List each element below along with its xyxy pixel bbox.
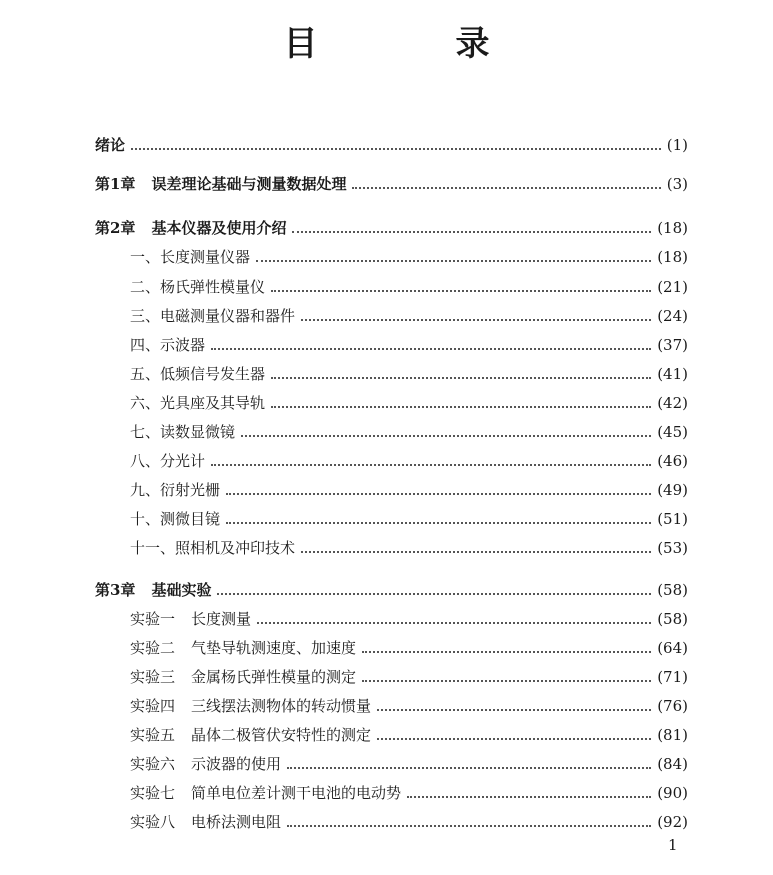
toc-entry [130,811,688,833]
entry-title: 一、长度测量仪器 [130,248,251,266]
toc-entry [130,695,688,717]
entry-title: 简单电位差计测干电池的电动势 [191,784,402,802]
toc-entry [130,276,688,298]
dot-leader [377,738,651,740]
entry-page: (84) [657,755,688,773]
entry-page: (51) [657,510,688,528]
toc-title: 目 录 [283,24,542,64]
dot-leader [407,796,651,798]
dot-leader [226,522,651,524]
dot-leader [211,464,651,466]
toc-entry [130,637,688,659]
entry-page: (46) [657,452,688,470]
experiment-number: 实验三 [130,668,176,686]
entry-page: (71) [657,668,688,686]
toc-entry [130,421,688,443]
toc-entry [130,724,688,746]
toc-entry [130,537,688,559]
entry-page: (3) [666,175,688,193]
experiment-number: 实验二 [130,639,176,657]
dot-leader [292,231,651,233]
dot-leader [131,148,661,150]
entry-page: (58) [657,581,688,599]
toc-entry [130,305,688,327]
entry-title: 金属杨氏弹性模量的测定 [191,668,357,686]
dot-leader [271,406,651,408]
entry-page: (49) [657,481,688,499]
dot-leader [241,435,651,437]
dot-leader [377,709,651,711]
entry-title: 八、分光计 [130,452,206,470]
entry-page: (18) [657,248,688,266]
entry-title: 误差理论基础与测量数据处理 [151,175,347,193]
entry-title: 五、低频信号发生器 [130,365,266,383]
toc-entry [130,246,688,268]
dot-leader [287,825,651,827]
toc-entry [130,666,688,688]
entry-page: (21) [657,278,688,296]
dot-leader [256,260,651,262]
experiment-number: 实验八 [130,813,176,831]
toc-entry [130,508,688,530]
dot-leader [362,651,651,653]
experiment-number: 实验五 [130,726,176,744]
chapter-number: 第3章 [95,581,136,599]
toc-entry [95,173,688,195]
entry-title: 四、示波器 [130,336,206,354]
entry-title: 三线摆法测物体的转动惯量 [191,697,372,715]
toc-entry [95,579,688,601]
experiment-number: 实验一 [130,610,176,628]
entry-page: (45) [657,423,688,441]
entry-page: (64) [657,639,688,657]
toc-entry [130,608,688,630]
experiment-number: 实验七 [130,784,176,802]
toc-entry [130,782,688,804]
entry-page: (37) [657,336,688,354]
entry-page: (24) [657,307,688,325]
entry-page: (90) [657,784,688,802]
entry-title: 基础实验 [151,581,212,599]
toc-entry [130,392,688,414]
toc-entry [130,450,688,472]
entry-page: (41) [657,365,688,383]
toc-entry [95,217,688,239]
entry-page: (92) [657,813,688,831]
dot-leader [257,622,651,624]
entry-page: (76) [657,697,688,715]
dot-leader [211,348,651,350]
entry-title: 三、电磁测量仪器和器件 [130,307,296,325]
entry-title: 二、杨氏弹性模量仪 [130,278,266,296]
dot-leader [301,319,651,321]
toc-entry [130,753,688,775]
entry-page: (58) [657,610,688,628]
entry-title: 气垫导轨测速度、加速度 [191,639,357,657]
entry-page: (18) [657,219,688,237]
entry-title: 十、测微目镜 [130,510,221,528]
entry-page: (81) [657,726,688,744]
dot-leader [352,187,660,189]
entry-title: 绪论 [95,136,126,154]
chapter-number: 第2章 [95,219,136,237]
dot-leader [287,767,651,769]
entry-title: 示波器的使用 [191,755,282,773]
dot-leader [301,551,651,553]
toc-entry [130,479,688,501]
page-number: 1 [668,836,678,854]
entry-title: 七、读数显微镜 [130,423,236,441]
toc-entry [130,334,688,356]
toc-entry [130,363,688,385]
dot-leader [217,593,651,595]
entry-title: 十一、照相机及冲印技术 [130,539,296,557]
chapter-number: 第1章 [95,175,136,193]
entry-page: (53) [657,539,688,557]
entry-title: 六、光具座及其导轨 [130,394,266,412]
entry-title: 长度测量 [191,610,252,628]
entry-title: 电桥法测电阻 [191,813,282,831]
experiment-number: 实验六 [130,755,176,773]
entry-page: (42) [657,394,688,412]
toc-entry [95,134,688,156]
dot-leader [271,377,651,379]
dot-leader [226,493,651,495]
entry-title: 晶体二极管伏安特性的测定 [191,726,372,744]
entry-page: (1) [666,136,688,154]
entry-title: 九、衍射光栅 [130,481,221,499]
entry-title: 基本仪器及使用介绍 [151,219,287,237]
experiment-number: 实验四 [130,697,176,715]
dot-leader [271,290,651,292]
dot-leader [362,680,651,682]
